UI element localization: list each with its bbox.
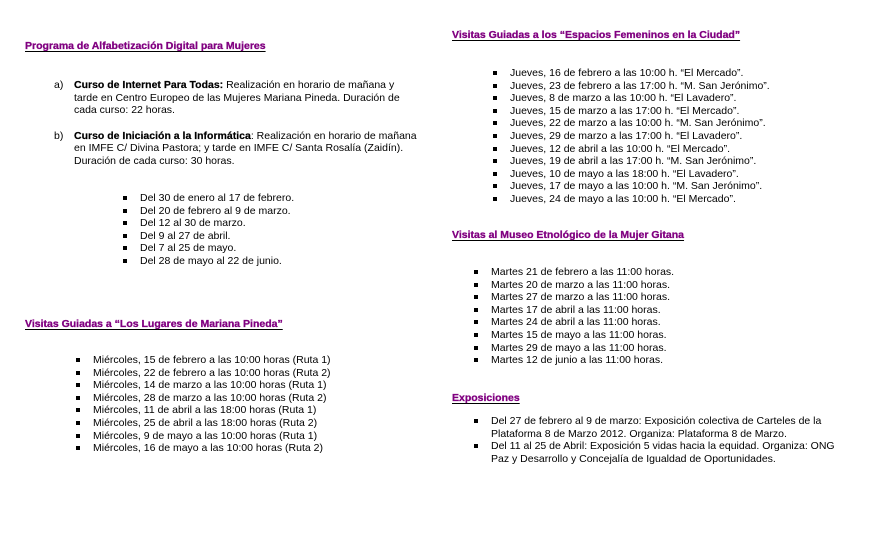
course-title: Curso de Internet Para Todas: [74, 79, 224, 91]
visit-item: Jueves, 23 de febrero a las 17:00 h. “M. San Jerónimo”. [490, 80, 770, 93]
visit-item: Miércoles, 14 de marzo a las 10:00 horas (Ruta 1) [73, 379, 331, 392]
visit-item: Miércoles, 16 de mayo a las 10:00 horas (Ruta 2) [73, 442, 331, 455]
mariana-visits-list [73, 354, 331, 455]
visit-item: Martes 29 de mayo a las 11:00 horas. [471, 342, 674, 355]
course-dates-list [120, 192, 294, 268]
exhibition-item: Del 11 al 25 de Abril: Exposición 5 vidas hacia la equidad. Organiza: ONG Paz y Desarrollo y Concejalía de Igualdad de Oportunidades. [471, 440, 843, 465]
visit-item: Miércoles, 25 de abril a las 18:00 horas (Ruta 2) [73, 417, 331, 430]
visit-item: Miércoles, 28 de marzo a las 10:00 horas (Ruta 2) [73, 392, 331, 405]
espacios-heading: Visitas Guiadas a los “Espacios Femeninos en la Ciudad” [452, 29, 741, 41]
course-title: Curso de Iniciación a la Informática [74, 129, 251, 142]
visit-item: Miércoles, 11 de abril a las 18:00 horas (Ruta 1) [73, 404, 331, 417]
visit-item: Martes 27 de marzo a las 11:00 horas. [471, 291, 674, 304]
visit-item: Jueves, 12 de abril a las 10:00 h. “El Mercado”. [490, 143, 770, 156]
museo-heading: Visitas al Museo Etnológico de la Mujer Gitana [452, 229, 685, 241]
course-text: : Realización en horario de mañana en IMFE C/ Divina Pastora; y tarde en IMFE C/ Santa Rosalía (Zaidín). Duración de cada curso: 30 horas. [74, 129, 417, 167]
mariana-heading: Visitas Guiadas a “Los Lugares de Mariana Pineda” [25, 318, 283, 330]
visit-item: Jueves, 15 de marzo a las 17:00 h. “El Mercado”. [490, 105, 770, 118]
course-text: Realización en horario de mañana y tarde en Centro Europeo de las Mujeres Mariana Pineda. Duración de cada curso: 22 horas. [74, 79, 400, 117]
espacios-visits-list [490, 67, 770, 206]
course-list [54, 79, 419, 168]
visit-item: Jueves, 24 de mayo a las 10:00 h. “El Mercado”. [490, 193, 770, 206]
visit-item: Jueves, 29 de marzo a las 17:00 h. “El Lavadero”. [490, 130, 770, 143]
exhibition-item: Del 27 de febrero al 9 de marzo: Exposición colectiva de Carteles de la Plataforma 8 de Marzo 2012. Organiza: Plataforma 8 de Marzo. [471, 415, 843, 440]
visit-item: Martes 24 de abril a las 11:00 horas. [471, 316, 674, 329]
visit-item: Martes 12 de junio a las 11:00 horas. [471, 354, 674, 367]
date-item: Del 30 de enero al 17 de febrero. [120, 192, 294, 205]
visit-item: Martes 17 de abril a las 11:00 horas. [471, 304, 674, 317]
visit-item: Jueves, 22 de marzo a las 10:00 h. “M. San Jerónimo”. [490, 117, 770, 130]
course-item [54, 130, 419, 168]
visit-item: Martes 21 de febrero a las 11:00 horas. [471, 266, 674, 279]
visit-item: Miércoles, 15 de febrero a las 10:00 horas (Ruta 1) [73, 354, 331, 367]
date-item: Del 28 de mayo al 22 de junio. [120, 255, 294, 268]
visit-item: Jueves, 8 de marzo a las 10:00 h. “El Lavadero”. [490, 92, 770, 105]
date-item: Del 9 al 27 de abril. [120, 230, 294, 243]
museo-visits-list [471, 266, 674, 367]
visit-item: Miércoles, 22 de febrero a las 10:00 horas (Ruta 2) [73, 367, 331, 380]
course-marker: a) [54, 79, 64, 91]
visit-item: Jueves, 10 de mayo a las 18:00 h. “El Lavadero”. [490, 168, 770, 181]
exposiciones-list [471, 415, 843, 465]
visit-item: Martes 15 de mayo a las 11:00 horas. [471, 329, 674, 342]
visit-item: Jueves, 17 de mayo a las 10:00 h. “M. San Jerónimo”. [490, 180, 770, 193]
programa-heading: Programa de Alfabetización Digital para Mujeres [25, 40, 266, 52]
course-item [54, 79, 419, 117]
visit-item: Martes 20 de marzo a las 11:00 horas. [471, 279, 674, 292]
exposiciones-heading: Exposiciones [452, 392, 520, 404]
date-item: Del 7 al 25 de mayo. [120, 242, 294, 255]
date-item: Del 12 al 30 de marzo. [120, 217, 294, 230]
course-marker: b) [54, 129, 64, 142]
visit-item: Jueves, 16 de febrero a las 10:00 h. “El Mercado”. [490, 67, 770, 80]
visit-item: Miércoles, 9 de mayo a las 10:00 horas (Ruta 1) [73, 430, 331, 443]
date-item: Del 20 de febrero al 9 de marzo. [120, 205, 294, 218]
visit-item: Jueves, 19 de abril a las 17:00 h. “M. San Jerónimo”. [490, 155, 770, 168]
